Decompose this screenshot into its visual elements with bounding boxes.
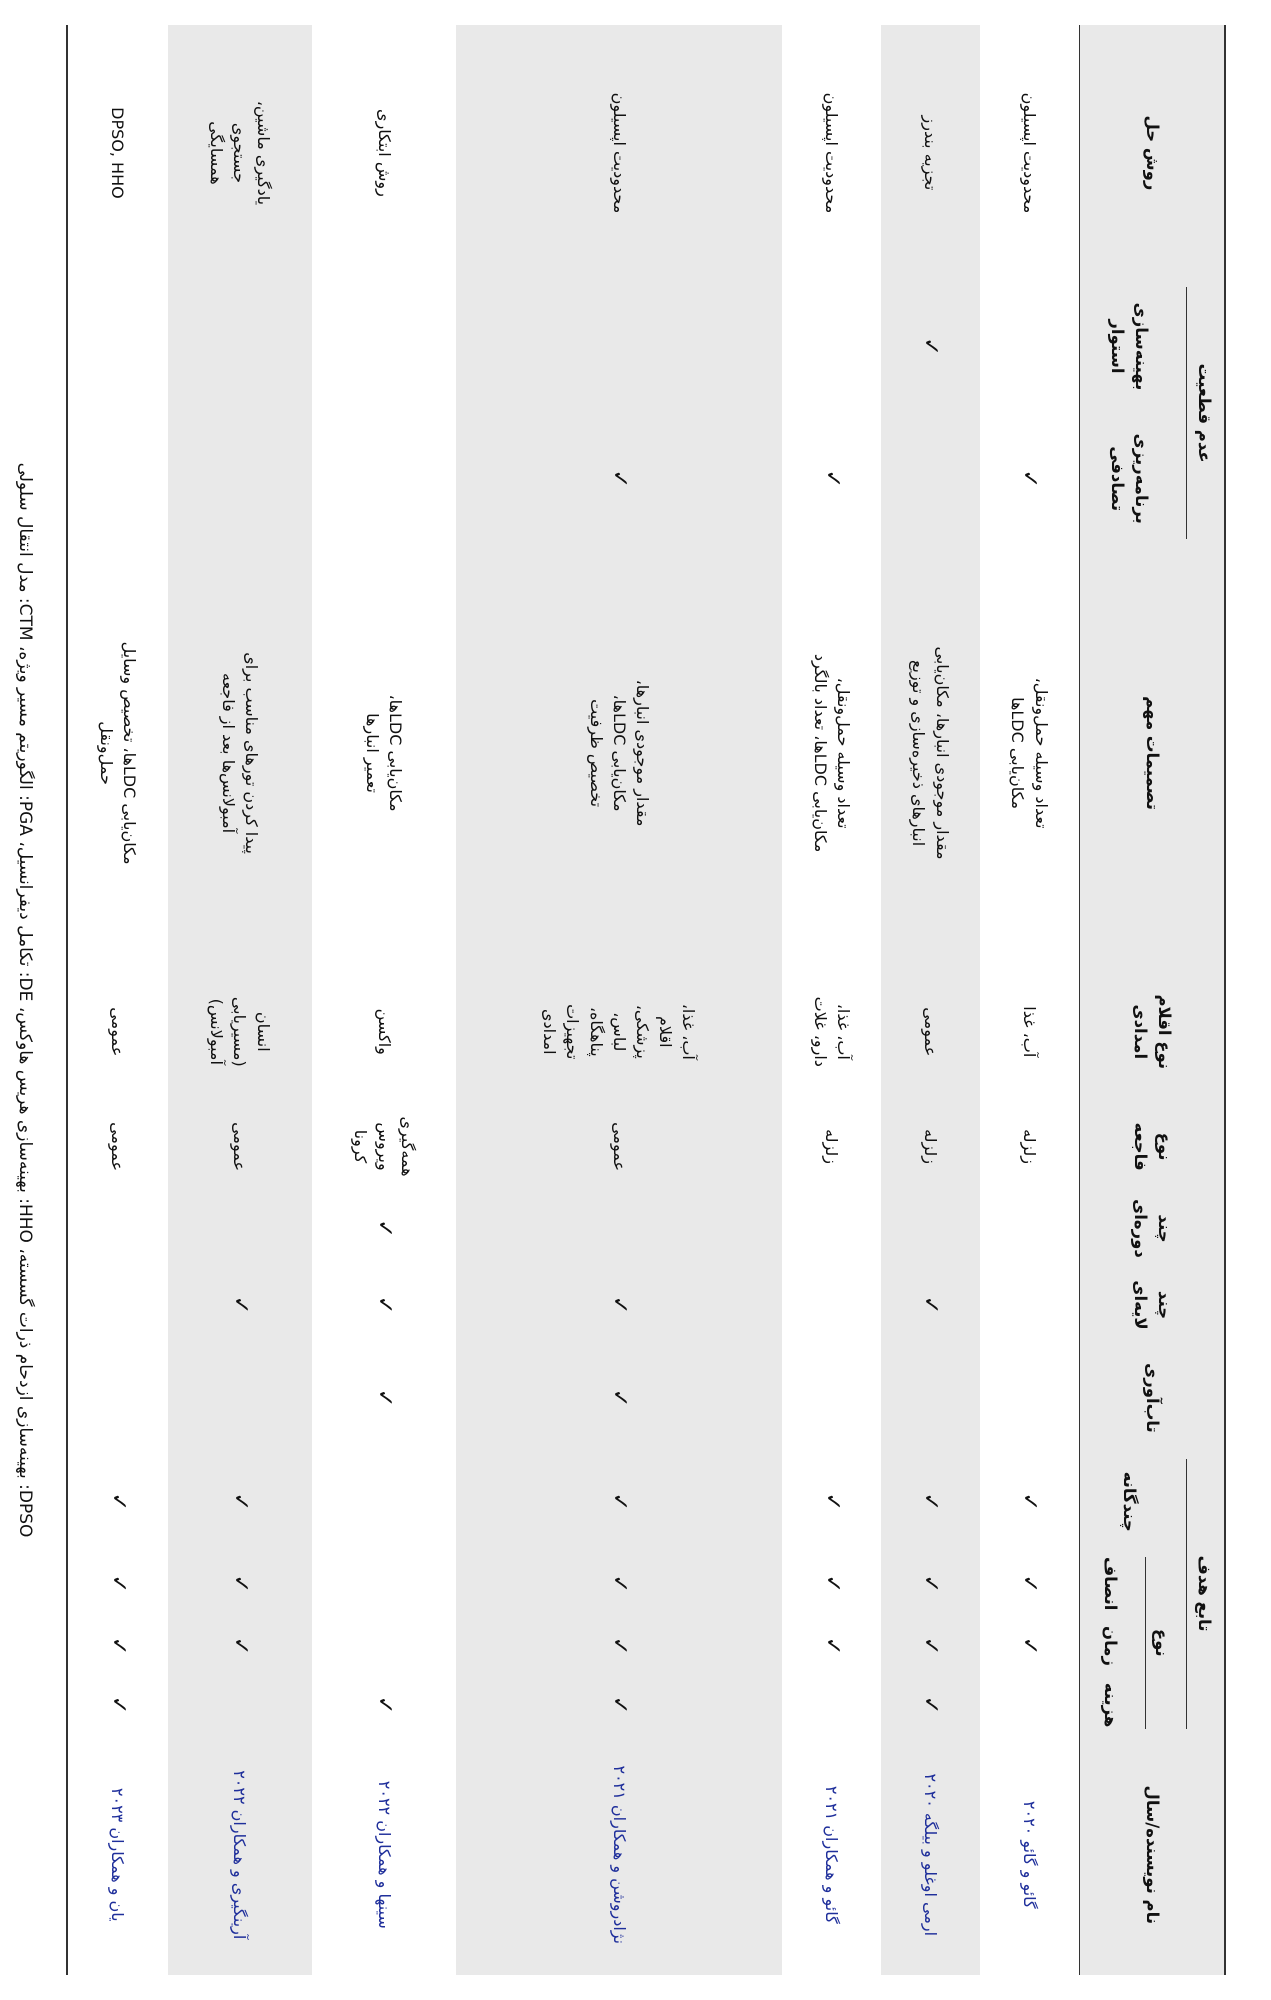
relief-items-cell: [312, 961, 456, 1103]
equity-check: ✓: [105, 1574, 131, 1593]
resilience-check: ✓: [372, 1388, 398, 1408]
multi-layer-check: ✓: [881, 1267, 980, 1344]
solution-method-cell: [312, 25, 456, 281]
cost-check: ✓: [105, 1695, 131, 1715]
robust-check: [980, 281, 1080, 412]
cell-line: عمومی: [609, 1122, 629, 1172]
header-multi-layer: چند لایه‌ای: [1131, 1280, 1174, 1330]
multi-objective-check: ✓: [105, 1492, 131, 1511]
table-row: [782, 25, 881, 1975]
cost-check: [782, 1676, 881, 1735]
key-decisions-cell: [168, 545, 312, 960]
cell-line: ویروس: [374, 1122, 394, 1171]
cell-line: محدودیت اپسیلون: [1019, 92, 1039, 214]
header-solution-method: روش حل: [1142, 115, 1162, 191]
cell-line: تعمیر انبارها: [363, 713, 383, 793]
solution-method-cell: [456, 25, 782, 281]
multi-objective-check: ✓: [168, 1453, 312, 1551]
author-cell: گائو و همکاران ۲۰۲۱: [822, 1785, 842, 1924]
table-row: [312, 25, 456, 1975]
cost-check: ✓: [881, 1676, 980, 1735]
stochastic-check: [312, 412, 456, 545]
multi-layer-check: ✓: [456, 1267, 782, 1344]
header-robust-optimization: بهینه‌سازی استوار: [1108, 302, 1151, 391]
cell-line: زلزله: [822, 1129, 842, 1164]
multi-period-check: [980, 1190, 1080, 1267]
stochastic-check: [168, 412, 312, 545]
table-header: [1080, 25, 1226, 1975]
equity-check: ✓: [456, 1551, 782, 1617]
multi-layer-check: ✓: [372, 1295, 398, 1315]
author-cell: گائو و گائو ۲۰۲۰: [1019, 1800, 1039, 1909]
author-cell: نژادروشن و همکاران ۲۰۲۱: [456, 1735, 782, 1975]
time-check: [312, 1617, 456, 1676]
cell-line: مکان‌یابی LDCها، تعداد بالگرد: [810, 653, 830, 853]
stochastic-check: ✓: [1017, 469, 1043, 488]
header-relief-items: نوع اقلام امدادی: [1131, 994, 1174, 1070]
cell-line: لباس،: [609, 1012, 629, 1052]
solution-method-cell: [168, 25, 312, 281]
equity-check: ✓: [819, 1574, 845, 1593]
header-author-year: نام نویسنده/سال: [1142, 1785, 1162, 1925]
table-body: [67, 25, 1080, 1975]
solution-method-cell: [67, 25, 168, 281]
robust-check: [67, 281, 168, 412]
cell-line: مکان‌یابی LDCها،: [609, 694, 629, 812]
cell-line: یادگیری ماشین،: [253, 100, 273, 206]
table-caption: DPSO: بهینه‌سازی ازدحام ذرات گسسته، HHO: بهینه‌سازی هریس هاوکس، DE: تکامل دیفرانسیل، PGA: الگوریتم مسیر ویژه، CTM: مدل انتقال سلولی: [15, 462, 35, 1538]
cell-line: زلزله: [920, 1129, 940, 1164]
cell-line: آب، غذا،: [833, 1003, 853, 1060]
header-disaster-type: نوع فاجعه: [1131, 1122, 1174, 1171]
cell-line: تجزیه بندرز: [920, 115, 940, 191]
literature-review-table: [66, 25, 1226, 1975]
multi-objective-check: ✓: [1017, 1492, 1043, 1511]
key-decisions-cell: [67, 545, 168, 960]
relief-items-cell: [881, 961, 980, 1103]
cell-line: کرونا: [351, 1129, 371, 1164]
robust-check: [782, 281, 881, 412]
time-check: ✓: [105, 1636, 131, 1656]
cell-line: زلزله: [1019, 1129, 1039, 1164]
multi-period-check: [881, 1190, 980, 1267]
header-equity: انصاف: [1100, 1556, 1120, 1611]
cell-line: تعداد وسیله حمل‌ونقل،: [833, 677, 853, 829]
multi-period-check: [168, 1190, 312, 1267]
cell-line: واکسن: [374, 1008, 394, 1055]
cost-check: [980, 1676, 1080, 1735]
cell-line: مقدار موجودی انبارها، مکان‌یابی: [932, 646, 952, 860]
stochastic-check: [67, 412, 168, 545]
disaster-type-cell: [456, 1103, 782, 1190]
multi-layer-check: [67, 1267, 168, 1344]
cell-line: مکان‌یابی LDCها، تخصیص وسایل: [120, 641, 140, 865]
robust-check: ✓: [881, 281, 980, 412]
stochastic-check: ✓: [819, 469, 845, 488]
equity-check: ✓: [881, 1551, 980, 1617]
cost-check: ✓: [372, 1695, 398, 1715]
cell-line: تجهیزات: [563, 1004, 583, 1060]
table-row: [456, 25, 782, 1975]
cell-line: (مسیریابی: [230, 996, 250, 1067]
disaster-type-cell: [168, 1103, 312, 1190]
header-uncertainty-group: عدم قطعیت: [1186, 287, 1217, 540]
multi-objective-check: [312, 1453, 456, 1551]
multi-period-check: ✓: [372, 1219, 398, 1238]
cell-line: پناهگاه،: [586, 1006, 606, 1057]
disaster-type-cell: [881, 1103, 980, 1190]
cell-line: روش ابتکاری: [374, 109, 394, 197]
multi-layer-check: [782, 1267, 881, 1344]
disaster-type-cell: [782, 1103, 881, 1190]
time-check: ✓: [168, 1617, 312, 1676]
stochastic-check: [881, 412, 980, 545]
resilience-check: ✓: [456, 1343, 782, 1452]
relief-items-cell: [782, 961, 881, 1103]
key-decisions-cell: [782, 545, 881, 960]
relief-items-cell: [456, 961, 782, 1103]
header-key-decisions: تصمیمات مهم: [1142, 696, 1162, 810]
cell-line: آب، غذا: [1019, 1006, 1039, 1058]
equity-check: ✓: [168, 1551, 312, 1617]
header-time: زمان: [1100, 1626, 1120, 1666]
multi-layer-check: ✓: [168, 1267, 312, 1344]
cell-line: محدودیت اپسیلون: [609, 92, 629, 214]
cell-line: پزشکی،: [633, 1004, 653, 1059]
robust-check: [312, 281, 456, 412]
author-cell: ارمی اوغلو و بیلگه ۲۰۲۰: [881, 1735, 980, 1975]
time-check: ✓: [881, 1617, 980, 1676]
cell-line: عمومی: [108, 1122, 128, 1172]
cost-check: [168, 1676, 312, 1735]
key-decisions-cell: [881, 545, 980, 960]
cell-line: DPSO, HHO: [108, 107, 128, 199]
header-resilience: تاب‌آوری: [1142, 1363, 1162, 1433]
cell-line: مکان‌یابی LDCها: [1008, 697, 1028, 810]
cell-line: پیدا کردن تورهای مناسب برای: [242, 652, 262, 854]
time-check: ✓: [1017, 1636, 1043, 1656]
cell-line: عمومی: [108, 1007, 128, 1057]
author-cell: آرینگیری و همکاران ۲۰۲۲: [168, 1735, 312, 1975]
cell-line: آب، غذا،: [679, 1003, 699, 1060]
disaster-type-cell: [312, 1103, 456, 1190]
relief-items-cell: [67, 961, 168, 1103]
cell-line: مقدار موجودی انبارها،: [633, 679, 653, 827]
resilience-check: [67, 1343, 168, 1452]
time-check: ✓: [819, 1636, 845, 1656]
cell-line: امدادی: [540, 1009, 560, 1055]
header-stochastic-programming: برنامه‌ریزی تصادفی: [1108, 433, 1151, 524]
stochastic-check: ✓: [456, 412, 782, 545]
cell-line: عمومی: [230, 1122, 250, 1172]
table-row: [168, 25, 312, 1975]
resilience-check: [782, 1343, 881, 1452]
multi-objective-check: ✓: [456, 1453, 782, 1551]
cell-line: جستجوی: [230, 122, 250, 183]
cell-line: انسان: [253, 1011, 273, 1052]
cell-line: مکان‌یابی LDCها،: [386, 694, 406, 812]
disaster-type-cell: [980, 1103, 1080, 1190]
cost-check: ✓: [456, 1676, 782, 1735]
header-multi-period: چند دوره‌ای: [1131, 1199, 1174, 1258]
cell-line: دارو، غلات: [810, 996, 830, 1067]
multi-layer-check: [980, 1267, 1080, 1344]
header-type-group: نوع: [1145, 1557, 1174, 1729]
resilience-check: [168, 1343, 312, 1452]
cell-line: انبارهای ذخیره‌سازی و توزیع: [909, 659, 929, 847]
table-row: [881, 25, 980, 1975]
key-decisions-cell: [312, 545, 456, 960]
robust-check: [168, 281, 312, 412]
cell-line: همسایگی: [207, 121, 227, 185]
header-multi-objective: چندگانه: [1119, 1471, 1139, 1532]
equity-check: [312, 1551, 456, 1617]
robust-check: [456, 281, 782, 412]
solution-method-cell: [782, 25, 881, 281]
cell-line: آمبولانس‌ها بعد از فاجعه: [218, 673, 238, 834]
multi-period-check: [67, 1190, 168, 1267]
cell-line: عمومی: [920, 1007, 940, 1057]
solution-method-cell: [980, 25, 1080, 281]
cell-line: تعداد وسیله حمل‌ونقل،: [1031, 677, 1051, 829]
key-decisions-cell: [456, 545, 782, 960]
multi-period-check: [782, 1190, 881, 1267]
multi-period-check: [456, 1190, 782, 1267]
cell-line: اقلام: [656, 1016, 676, 1048]
cell-line: محدودیت اپسیلون: [822, 92, 842, 214]
relief-items-cell: [168, 961, 312, 1103]
disaster-type-cell: [67, 1103, 168, 1190]
author-cell: سینها و همکاران ۲۰۲۲: [374, 1780, 394, 1929]
cell-line: آمبولانس): [207, 998, 227, 1065]
header-objective-group: تابع هدف: [1186, 1459, 1217, 1729]
relief-items-cell: [980, 961, 1080, 1103]
cell-line: همه‌گیری: [397, 1116, 417, 1177]
resilience-check: [881, 1343, 980, 1452]
resilience-check: [980, 1343, 1080, 1452]
key-decisions-cell: [980, 545, 1080, 960]
multi-objective-check: ✓: [819, 1492, 845, 1511]
cell-line: تخصیص ظرفیت: [586, 699, 606, 808]
header-cost: هزینه: [1100, 1682, 1120, 1728]
author-cell: یان و همکاران ۲۰۲۳: [108, 1787, 128, 1922]
equity-check: ✓: [1017, 1574, 1043, 1593]
solution-method-cell: [881, 25, 980, 281]
cell-line: حمل‌ونقل: [96, 721, 116, 785]
multi-objective-check: ✓: [881, 1453, 980, 1551]
table-row: [67, 25, 168, 1975]
time-check: ✓: [456, 1617, 782, 1676]
table-row: [980, 25, 1080, 1975]
